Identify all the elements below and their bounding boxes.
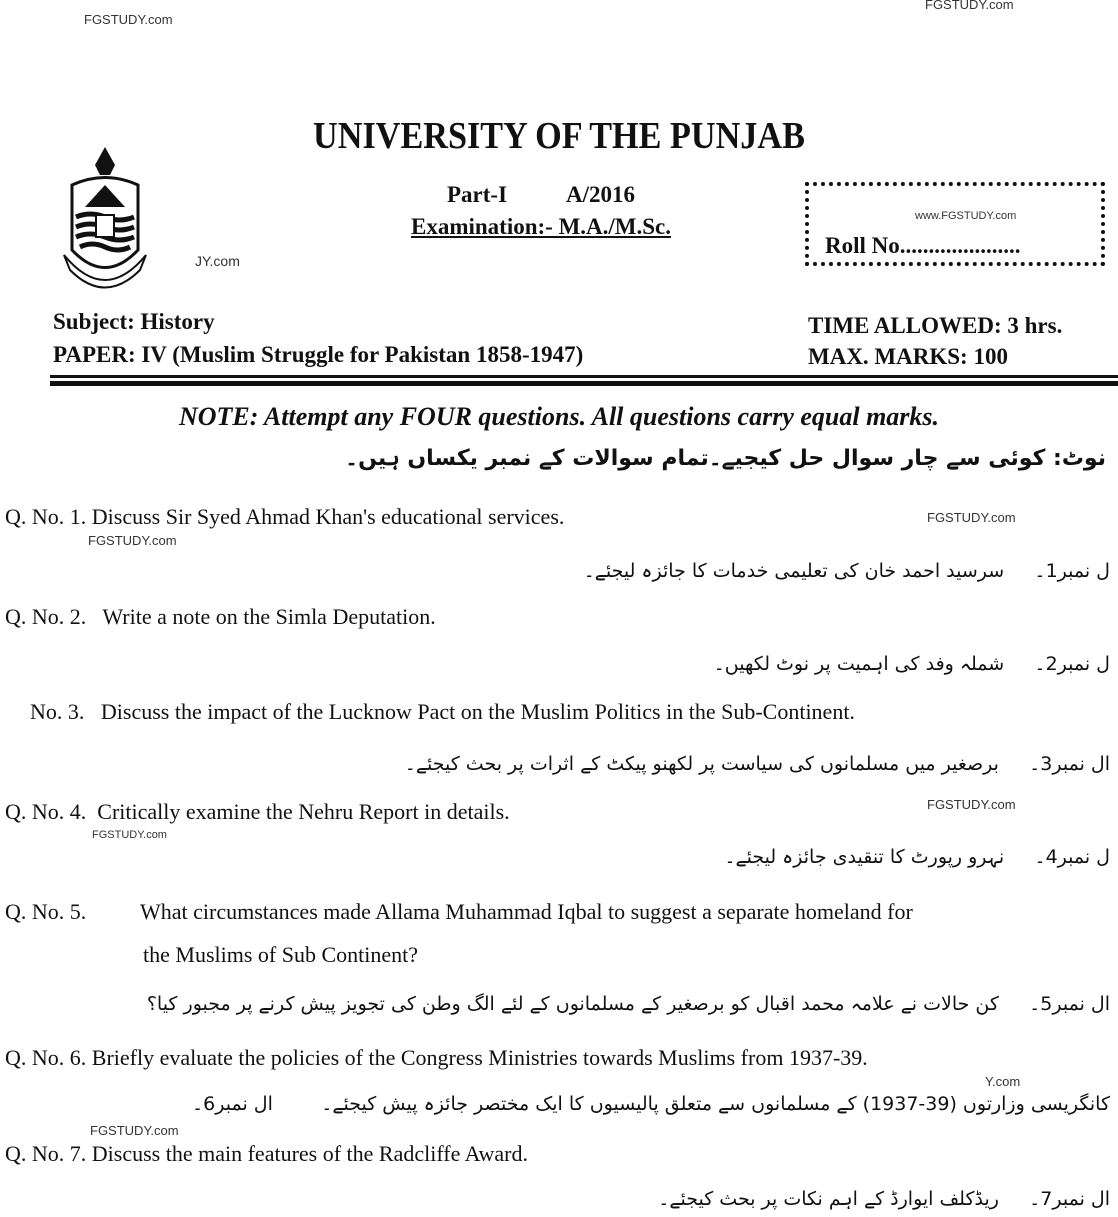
divider bbox=[50, 381, 1118, 386]
roll-blank: .................... bbox=[905, 233, 1021, 258]
question-4: Q. No. 4. Critically examine the Nehru Report in details. bbox=[5, 799, 510, 824]
watermark: FGSTUDY.com bbox=[92, 829, 167, 841]
watermark: FGSTUDY.com bbox=[927, 510, 1016, 525]
question-6: Q. No. 6. Briefly evaluate the policies of the Congress Ministries towards Muslims from 1937-39. bbox=[5, 1045, 868, 1070]
session-label: A/2016 bbox=[566, 182, 635, 207]
watermark: FGSTUDY.com bbox=[927, 797, 1016, 812]
part-label: Part-I bbox=[447, 182, 508, 207]
question-3-urdu: ال نمبر3۔ برصغیر میں مسلمانوں کی سیاست پر لکھنو پیکٹ کے اثرات پر بحث کیجئے۔ bbox=[404, 753, 1110, 775]
question-3: No. 3. Discuss the impact of the Lucknow Pact on the Muslim Politics in the Sub-Continent. bbox=[30, 699, 855, 724]
watermark: FGSTUDY.com bbox=[90, 1123, 179, 1138]
question-7-urdu: ال نمبر7۔ ریڈکلف ایوارڈ کے اہم نکات پر بحث کیجئے۔ bbox=[658, 1188, 1110, 1210]
roll-label: Roll No. bbox=[825, 233, 906, 258]
question-2: Q. No. 2. Write a note on the Simla Deputation. bbox=[5, 604, 436, 629]
watermark: FGSTUDY.com bbox=[925, 0, 1014, 12]
time-allowed: TIME ALLOWED: 3 hrs. bbox=[808, 313, 1063, 338]
question-1: Q. No. 1. Discuss Sir Syed Ahmad Khan's educational services. bbox=[5, 504, 565, 529]
university-crest-logo bbox=[60, 145, 150, 297]
question-5: Q. No. 5. bbox=[5, 899, 87, 924]
note-english: NOTE: Attempt any FOUR questions. All questions carry equal marks. bbox=[178, 402, 940, 431]
watermark: FGSTUDY.com bbox=[84, 12, 173, 27]
roll-number-field[interactable] bbox=[825, 233, 1021, 259]
question-4-urdu: ل نمبر4۔ نہرو رپورٹ کا تنقیدی جائزہ لیجئے۔ bbox=[724, 846, 1110, 868]
max-marks: MAX. MARKS: 100 bbox=[808, 344, 1008, 369]
question-5-text: What circumstances made Allama Muhammad Iqbal to suggest a separate homeland for bbox=[140, 899, 913, 924]
question-5-text-cont: the Muslims of Sub Continent? bbox=[143, 942, 418, 967]
university-title: UNIVERSITY OF THE PUNJAB bbox=[313, 115, 805, 157]
watermark: www.FGSTUDY.com bbox=[915, 210, 1017, 222]
divider bbox=[50, 375, 1118, 378]
subject-label: Subject: History bbox=[53, 309, 215, 334]
watermark: JY.com bbox=[195, 253, 240, 269]
question-2-urdu: ل نمبر2۔ شملہ وفد کی اہمیت پر نوٹ لکھیں۔ bbox=[713, 653, 1110, 675]
question-1-urdu: ل نمبر1۔ سرسید احمد خان کی تعلیمی خدمات کا جائزہ لیجئے۔ bbox=[583, 560, 1110, 582]
paper-label: PAPER: IV (Muslim Struggle for Pakistan 1858-1947) bbox=[53, 342, 584, 367]
question-6-urdu: کانگریسی وزارتوں (39-1937) کے مسلمانوں سے متعلق پالیسیوں کا ایک مختصر جائزہ پیش کیجئے۔ ال نمبر6۔ bbox=[192, 1093, 1110, 1115]
note-urdu: نوٹ: کوئی سے چار سوال حل کیجیے۔تمام سوالات کے نمبر یکساں ہیں۔ bbox=[345, 446, 1106, 471]
question-5-urdu: ال نمبر5۔ کن حالات نے علامہ محمد اقبال کو برصغیر کے مسلمانوں کے لئے الگ وطن کی تجویز پیش کرنے پر مجبور کیا؟ bbox=[146, 993, 1110, 1015]
watermark: FGSTUDY.com bbox=[88, 533, 177, 548]
question-7: Q. No. 7. Discuss the main features of the Radcliffe Award. bbox=[5, 1141, 528, 1166]
watermark: Y.com bbox=[985, 1074, 1021, 1089]
examination-label: Examination:- M.A./M.Sc. bbox=[411, 214, 672, 239]
